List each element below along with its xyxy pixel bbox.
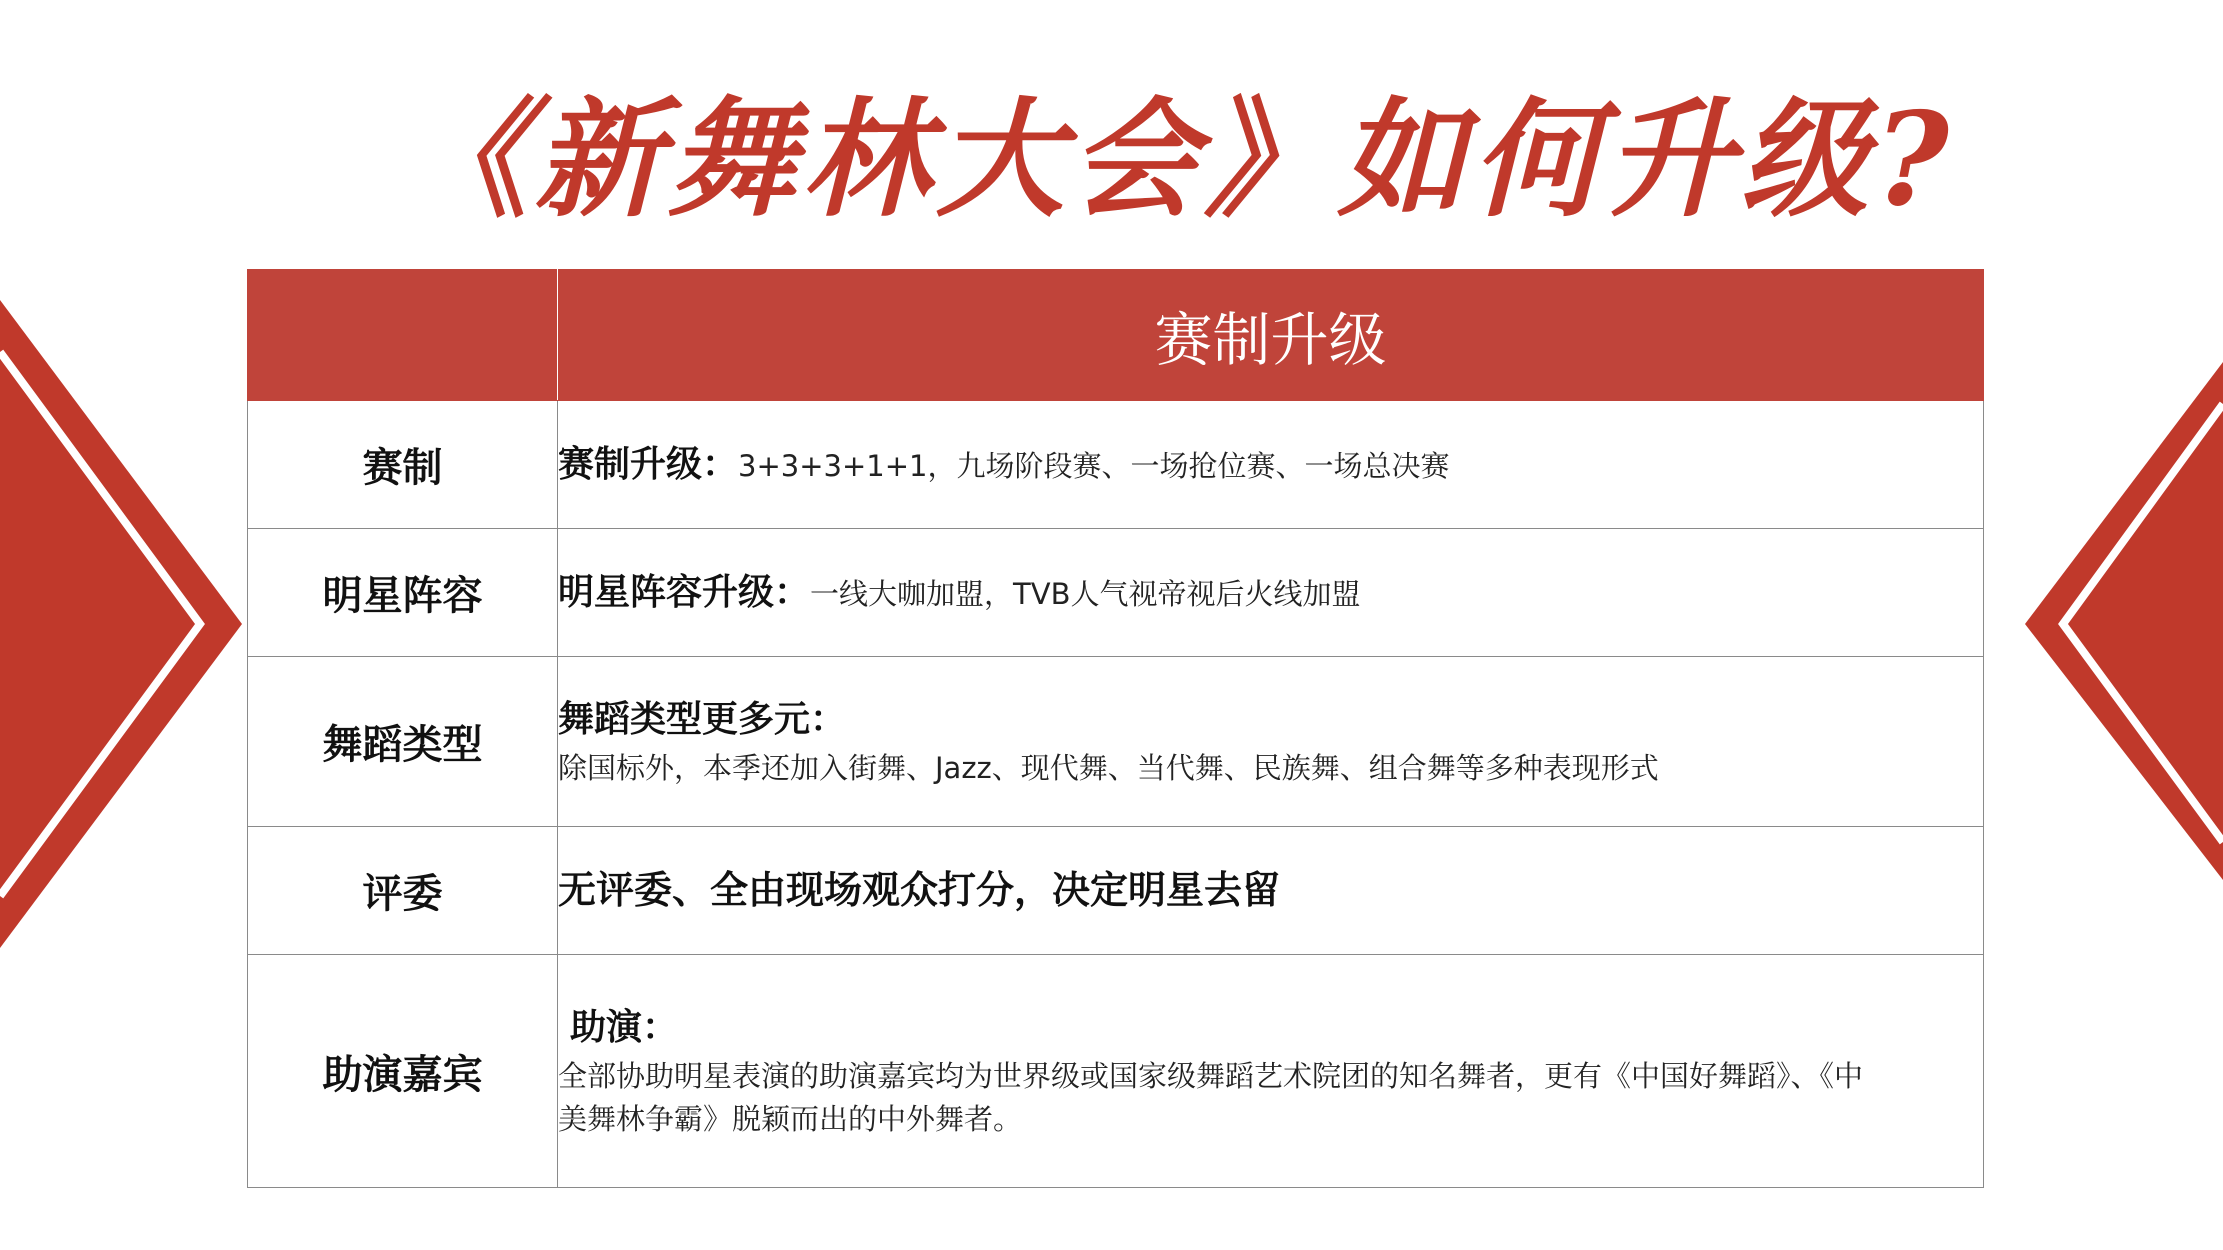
row-lead: 赛制升级：	[558, 443, 739, 485]
table-row	[248, 955, 1984, 1188]
row-text-line-1: 全部协助明星表演的助演嘉宾均为世界级或国家级舞蹈艺术院团的知名舞者，更有《中国好舞蹈》、《中	[558, 1058, 1864, 1093]
row-lead: 助演：	[570, 1006, 679, 1048]
row-text: 除国标外，本季还加入街舞、Jazz、现代舞、当代舞、民族舞、组合舞等多种表现形式	[558, 750, 1659, 785]
page-title: 《新舞林大会》如何升级?	[400, 85, 1956, 235]
table-row	[248, 529, 1984, 657]
table-row	[248, 827, 1984, 955]
row-lead: 舞蹈类型更多元：	[558, 698, 847, 740]
row-text: 一线大咖加盟，TVB人气视帝视后火线加盟	[810, 576, 1361, 611]
row-content	[558, 955, 1984, 1188]
table-row	[248, 401, 1984, 529]
row-label: 助演嘉宾	[248, 955, 558, 1188]
row-label: 舞蹈类型	[248, 657, 558, 827]
row-lead: 明星阵容升级：	[558, 571, 811, 613]
table-row	[248, 657, 1984, 827]
row-label: 赛制	[248, 401, 558, 529]
row-content	[558, 529, 1984, 657]
table-header-row	[248, 270, 1984, 401]
row-text: 无评委、全由现场观众打分，决定明星去留	[558, 868, 1281, 912]
row-label: 评委	[248, 827, 558, 955]
table-header: 赛制升级	[558, 270, 1984, 401]
row-label: 明星阵容	[248, 529, 558, 657]
upgrade-table	[247, 269, 1984, 1188]
row-content	[558, 657, 1984, 827]
row-content	[558, 401, 1984, 529]
row-text: 3+3+3+1+1，九场阶段赛、一场抢位赛、一场总决赛	[738, 448, 1450, 483]
row-text-line-2: 美舞林争霸》脱颖而出的中外舞者。	[558, 1102, 1023, 1136]
row-content	[558, 827, 1984, 955]
header-blank-cell	[248, 270, 558, 401]
